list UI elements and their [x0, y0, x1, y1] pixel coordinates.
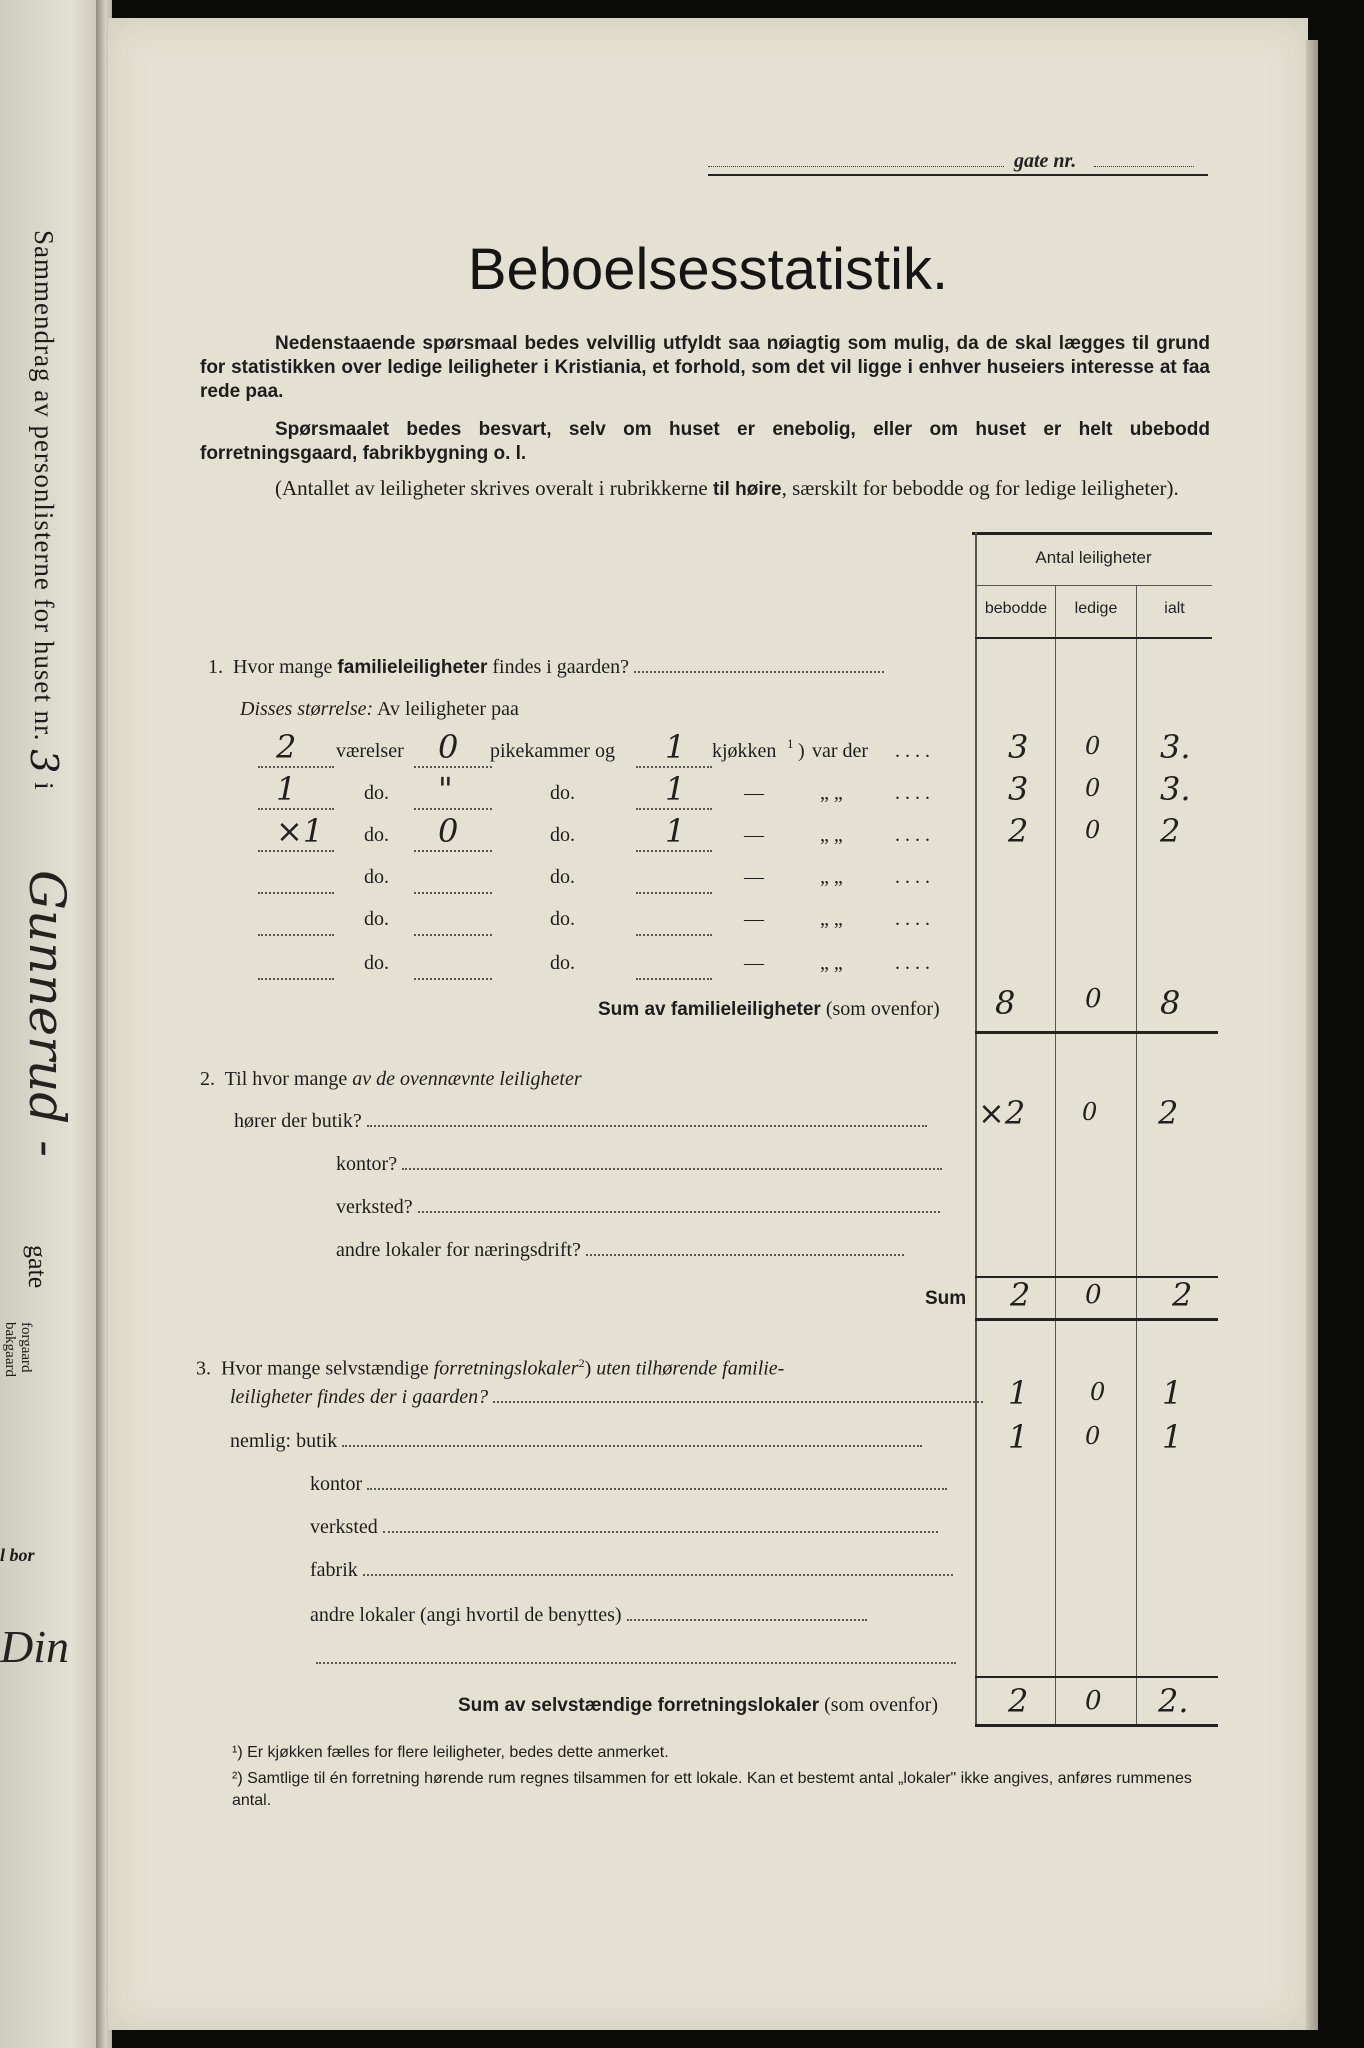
q3-line-kontor: kontor — [310, 1473, 947, 1496]
q1-row-rooms-field[interactable] — [258, 892, 334, 894]
q3-butik-ialt: 1 — [1162, 1418, 1183, 1456]
form-page — [108, 18, 1308, 2030]
q3-sum-ialt: 2. — [1158, 1682, 1189, 1720]
q1-row-rooms-value: 2 — [276, 728, 297, 766]
q1-label-do: do. — [364, 782, 389, 804]
q1-question: 1. Hvor mange familieleiligheter findes i gaarden? — [208, 656, 884, 679]
q1-row-pike-field[interactable] — [414, 978, 492, 980]
q1-row-kjokken-value: 1 — [665, 728, 686, 766]
q1-row-bebodde: 2 — [1008, 812, 1029, 850]
q2-butik-ledige: 0 — [1082, 1098, 1098, 1126]
q1-label-ditto: „ „ — [820, 952, 843, 974]
q3-butik-bebodde: 1 — [1008, 1418, 1029, 1456]
q1-row-rooms-field[interactable] — [258, 850, 334, 852]
q3-line-butik: nemlig: butik — [230, 1430, 922, 1453]
table-subheader-rule — [975, 637, 1212, 639]
q2-line-verksted: verksted? — [336, 1196, 940, 1219]
col-bebodde: bebodde — [984, 600, 1048, 617]
q1-sum-label: Sum av familieleiligheter (som ovenfor) — [598, 998, 940, 1020]
q3-total-ledige: 0 — [1090, 1378, 1106, 1406]
q1-dots: . . . . — [895, 908, 930, 930]
q3-line-fabrik: fabrik — [310, 1559, 953, 1582]
q1-dots: . . . . — [895, 866, 930, 888]
q3-sum-label: Sum av selvstændige forretningslokaler (som ovenfor) — [458, 1694, 938, 1716]
intro-paragraph-1: Nedenstaaende spørsmaal bedes velvillig utfyldt saa nøiagtig som mulig, da de skal lægges til grund for statistikken over ledige leiligheter i Kristiania, et forhold, som det vil ligge i enhver huseiers interesse at faa rede paa. — [200, 333, 1210, 402]
q1-row-kjokken-field[interactable] — [636, 808, 712, 810]
q2-butik-bebodde: ×2 — [978, 1094, 1026, 1132]
q2-sum-label: Sum — [925, 1288, 967, 1309]
table-left-border — [975, 532, 977, 1727]
q1-label-do: do. — [364, 824, 389, 846]
left-margin-title: Sammendrag av personlisterne for huset nr. 3 i — [22, 230, 66, 791]
q2-sum-ledige: 0 — [1085, 1280, 1102, 1310]
q3-line-verksted: verksted — [310, 1516, 938, 1539]
q1-sub: Disses størrelse: Av leiligheter paa — [240, 698, 519, 720]
q1-row-pike-value: 0 — [438, 728, 459, 766]
gate-label-vertical: gate — [23, 1245, 52, 1289]
q3-question-cont: leiligheter findes der i gaarden? — [230, 1386, 983, 1409]
q1-label-do: do. — [364, 866, 389, 888]
q1-row-rooms-field[interactable] — [258, 808, 334, 810]
q1-dots: . . . . — [895, 952, 930, 974]
q1-label-dash: — — [744, 824, 764, 846]
q1-dots: . . . . — [895, 824, 930, 846]
q1-label-dash: — — [744, 866, 764, 888]
q1-row-ledige: 0 — [1085, 732, 1101, 760]
table-group-header: Antal leiligheter — [1035, 548, 1152, 567]
q1-row-kjokken-field[interactable] — [636, 892, 712, 894]
q1-paren: ) — [798, 740, 805, 762]
q1-row-bebodde: 3 — [1008, 728, 1029, 766]
q1-label-do: do. — [550, 824, 575, 846]
q2-question: 2. Til hvor mange av de ovennævnte leiligheter — [200, 1068, 582, 1090]
q1-label-do: do. — [550, 782, 575, 804]
q1-row-rooms-value: 1 — [276, 770, 297, 808]
q1-label-do: do. — [364, 908, 389, 930]
q1-row-bebodde: 3 — [1008, 770, 1029, 808]
q1-label-do: do. — [550, 908, 575, 930]
table-top-rule — [972, 532, 1212, 535]
q1-row-ledige: 0 — [1085, 816, 1101, 844]
q1-label-ditto: „ „ — [820, 908, 843, 930]
q1-sum-ledige: 0 — [1085, 984, 1102, 1014]
q2-line-butik: hører der butik? — [234, 1110, 927, 1133]
q1-sum-bebodde: 8 — [995, 984, 1016, 1022]
q1-label-vaerelser: værelser — [336, 740, 404, 762]
footnote-1: ¹) Er kjøkken fælles for flere leiligheter, bedes dette anmerket. — [232, 1744, 669, 1761]
col-ledige: ledige — [1074, 600, 1118, 617]
q1-row-rooms-field[interactable] — [258, 934, 334, 936]
q3-butik-ledige: 0 — [1085, 1422, 1101, 1450]
bor-handwritten: Din — [0, 1621, 69, 1672]
forgaard-bakgaard: forgaard bakgaard — [2, 1322, 34, 1377]
q1-label-ditto: „ „ — [820, 782, 843, 804]
page-edge — [1306, 40, 1318, 2030]
q1-row-pike-field[interactable] — [414, 892, 492, 894]
q1-row-kjokken-field[interactable] — [636, 934, 712, 936]
q1-row-pike-value: " — [438, 770, 453, 808]
page-title: Beboelsesstatistik. — [467, 237, 949, 302]
q2-sum-bebodde: 2 — [1010, 1276, 1031, 1314]
q1-label-var-der: var der — [812, 740, 869, 762]
q1-label-dash: — — [744, 908, 764, 930]
q1-row-pike-field[interactable] — [414, 934, 492, 936]
q1-sum-rule — [975, 1031, 1218, 1034]
table-header-rule — [975, 585, 1212, 586]
q1-row-pike-field[interactable] — [414, 808, 492, 810]
q3-total-ialt: 1 — [1162, 1374, 1183, 1412]
intro-paragraph-2: Spørsmaalet bedes besvart, selv om huset er enebolig, eller om huset er helt ubebodd forretningsgaard, fabrikbygning o. l. — [200, 419, 1210, 464]
intro-paragraph-3: (Antallet av leiligheter skrives overalt i rubrikkerne til høire, særskilt for bebodde og for ledige leiligheter). — [275, 476, 1179, 500]
q2-sum-ialt: 2 — [1172, 1276, 1193, 1314]
q1-label-ditto: „ „ — [820, 824, 843, 846]
col-ialt: ialt — [1164, 600, 1185, 617]
gate-nr-field[interactable]: gate nr. — [708, 150, 1208, 180]
q2-butik-ialt: 2 — [1158, 1094, 1179, 1132]
q1-row-rooms-value: ×1 — [276, 812, 324, 850]
footnote-2: ²) Samtlige til én forretning hørende rum regnes tilsammen for ett lokale. Kan et bestemt antal „lokaler" ikke angives, anføres rummenes antal. — [232, 1770, 1192, 1809]
q3-sum-bottom-rule — [975, 1724, 1218, 1727]
q1-row-kjokken-field[interactable] — [636, 766, 712, 768]
q1-label-pikekammer: pikekammer og — [490, 740, 615, 762]
q3-sum-top-rule — [975, 1676, 1218, 1678]
q1-row-ledige: 0 — [1085, 774, 1101, 802]
q3-andre-blank[interactable] — [316, 1662, 956, 1664]
q1-label-ditto: „ „ — [820, 866, 843, 888]
q2-sum-bottom-rule — [975, 1318, 1218, 1321]
q1-row-rooms-field[interactable] — [258, 766, 334, 768]
q3-question: 3. Hvor mange selvstændige forretningslokaler$^2$) uten tilhørende familie- — [196, 1356, 785, 1380]
q3-sum-ledige: 0 — [1085, 1686, 1102, 1716]
bor-label: l bor — [0, 1545, 35, 1565]
q1-row-pike-field[interactable] — [414, 850, 492, 852]
q2-line-kontor: kontor? — [336, 1153, 942, 1176]
q1-row-kjokken-field[interactable] — [636, 978, 712, 980]
q3-total-bebodde: 1 — [1008, 1374, 1029, 1412]
q1-row-kjokken-value: 1 — [665, 812, 686, 850]
house-number: 3 — [22, 749, 66, 775]
q1-row-ialt: 3. — [1160, 770, 1191, 808]
q1-row-pike-value: 0 — [438, 812, 459, 850]
q1-label-dash: — — [744, 952, 764, 974]
q1-row-kjokken-value: 1 — [665, 770, 686, 808]
q1-label-dash: — — [744, 782, 764, 804]
q1-label-do: do. — [364, 952, 389, 974]
q2-line-andre: andre lokaler for næringsdrift? — [336, 1239, 904, 1262]
q1-row-ialt: 2 — [1160, 812, 1181, 850]
q3-line-andre: andre lokaler (angi hvortil de benyttes) — [310, 1604, 867, 1627]
q1-sum-ialt: 8 — [1160, 984, 1181, 1022]
q1-row-kjokken-field[interactable] — [636, 850, 712, 852]
table-col-divider-2 — [1136, 586, 1137, 1727]
q3-sum-bebodde: 2 — [1008, 1682, 1029, 1720]
street-handwritten: Gunnerud - — [18, 870, 76, 1158]
q1-label-do: do. — [550, 866, 575, 888]
q1-dots: . . . . — [895, 740, 930, 762]
q1-row-rooms-field[interactable] — [258, 978, 334, 980]
q1-label-kjokken: kjøkken — [712, 740, 777, 762]
table-col-divider-1 — [1055, 586, 1056, 1727]
q1-row-pike-field[interactable] — [414, 766, 492, 768]
q1-footnote-mark: 1 — [787, 736, 794, 751]
q1-row-ialt: 3. — [1160, 728, 1191, 766]
q1-label-do: do. — [550, 952, 575, 974]
q1-dots: . . . . — [895, 782, 930, 804]
